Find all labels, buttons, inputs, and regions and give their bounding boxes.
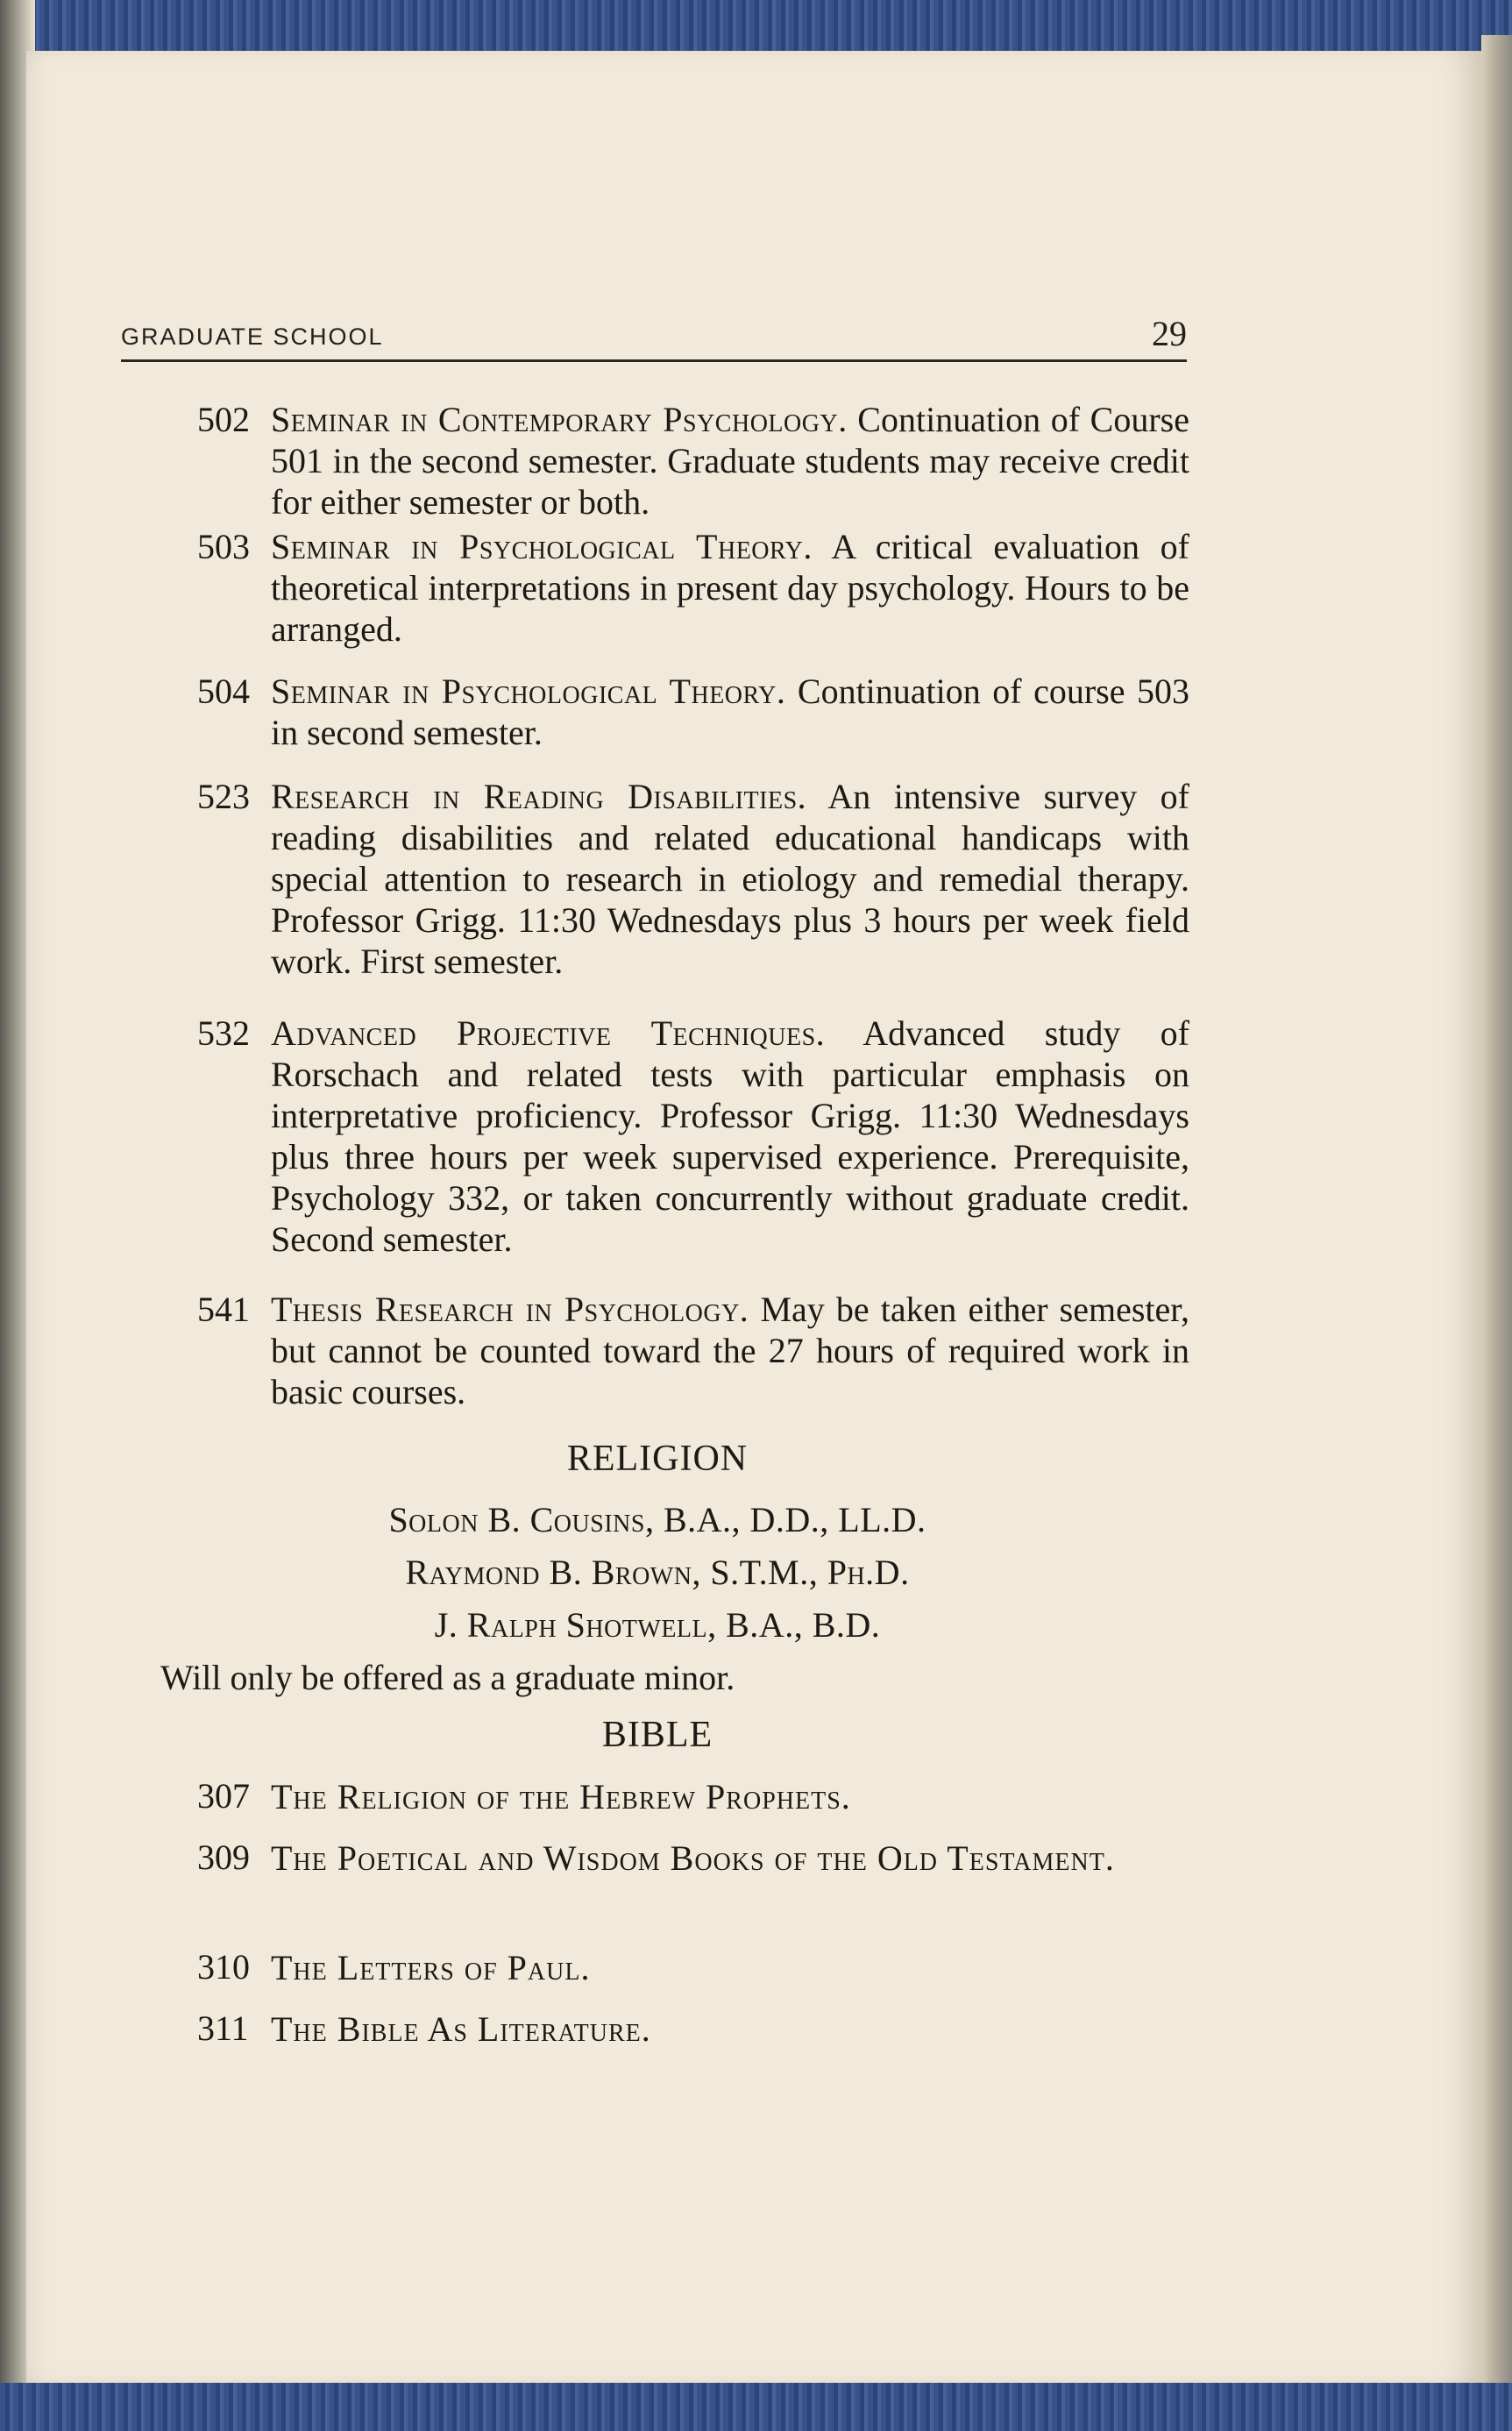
course-title: The Letters of Paul. — [271, 1948, 591, 1987]
course-number: 503 — [197, 527, 250, 566]
course-description: Advanced study of Rorschach and related tests with particular emphasis on interpretative proficiency. Professor Grigg. 11:30 Wednesdays plus three hours per week supervised experience. Prerequisite, Psychology 332, or taken concurrently without graduate credit. Second semester. — [271, 1013, 1190, 1259]
course-title: Seminar in Psychological Theory. — [271, 672, 786, 711]
faculty-member: J. Ralph Shotwell, B.A., B.D. — [434, 1605, 881, 1645]
course-description: An intensive survey of reading disabilities and related educational handicaps with special attention to research in etiology and remedial therapy. Professor Grigg. 11:30 Wednesdays plus 3 hours per week field work. First semester. — [271, 777, 1190, 981]
course-number: 311 — [197, 2008, 249, 2048]
page-edges — [1481, 35, 1512, 2393]
course-number: 307 — [197, 1776, 250, 1816]
header-title: GRADUATE SCHOOL — [121, 323, 384, 350]
bible-heading: BIBLE — [601, 1715, 713, 1755]
running-header — [121, 307, 1187, 362]
course-description: Continuation of Course 501 in the second semester. Graduate students may receive credit for either semester or both. — [271, 400, 1190, 522]
religion-heading: RELIGION — [566, 1439, 749, 1479]
course-number: 309 — [197, 1837, 250, 1877]
course-text — [271, 1013, 1189, 1260]
course-number: 310 — [197, 1947, 250, 1987]
faculty-member: Solon B. Cousins, B.A., D.D., LL.D. — [388, 1500, 926, 1539]
course-title: The Poetical and Wisdom Books of the Old Testament. — [271, 1838, 1115, 1878]
course-title: Seminar in Psychological Theory. — [271, 527, 813, 566]
course-number: 502 — [197, 400, 250, 439]
course-title: Seminar in Contemporary Psychology. — [271, 400, 848, 439]
course-description: A critical evaluation of theoretical interpretations in present day psychology. Hours to be arranged. — [271, 527, 1189, 649]
course-text — [271, 1289, 1189, 1412]
book-cover-bottom — [0, 2383, 1512, 2431]
course-title: The Religion of the Hebrew Prophets. — [271, 1777, 851, 1816]
course-title: Advanced Projective Techniques. — [271, 1013, 826, 1053]
course-number: 532 — [197, 1013, 250, 1053]
course-number: 504 — [197, 672, 250, 711]
course-description: Continuation of course 503 in second semester. — [271, 672, 1189, 752]
course-text — [271, 399, 1189, 522]
course-number: 523 — [197, 777, 250, 816]
course-text — [271, 776, 1189, 982]
page-number: 29 — [1152, 314, 1187, 353]
book-cover-top — [0, 0, 1512, 54]
course-number: 541 — [197, 1290, 250, 1329]
course-text — [271, 526, 1189, 650]
course-text — [271, 671, 1189, 753]
faculty-member: Raymond B. Brown, S.T.M., Ph.D. — [405, 1553, 910, 1592]
course-description: May be taken either semester, but cannot be counted toward the 27 hours of required work in basic courses. — [271, 1290, 1190, 1411]
course-title: Research in Reading Disabilities. — [271, 777, 807, 816]
course-title: The Bible As Literature. — [271, 2009, 651, 2049]
religion-note: Will only be offered as a graduate minor. — [160, 1658, 735, 1697]
course-title: Thesis Research in Psychology. — [271, 1290, 749, 1329]
